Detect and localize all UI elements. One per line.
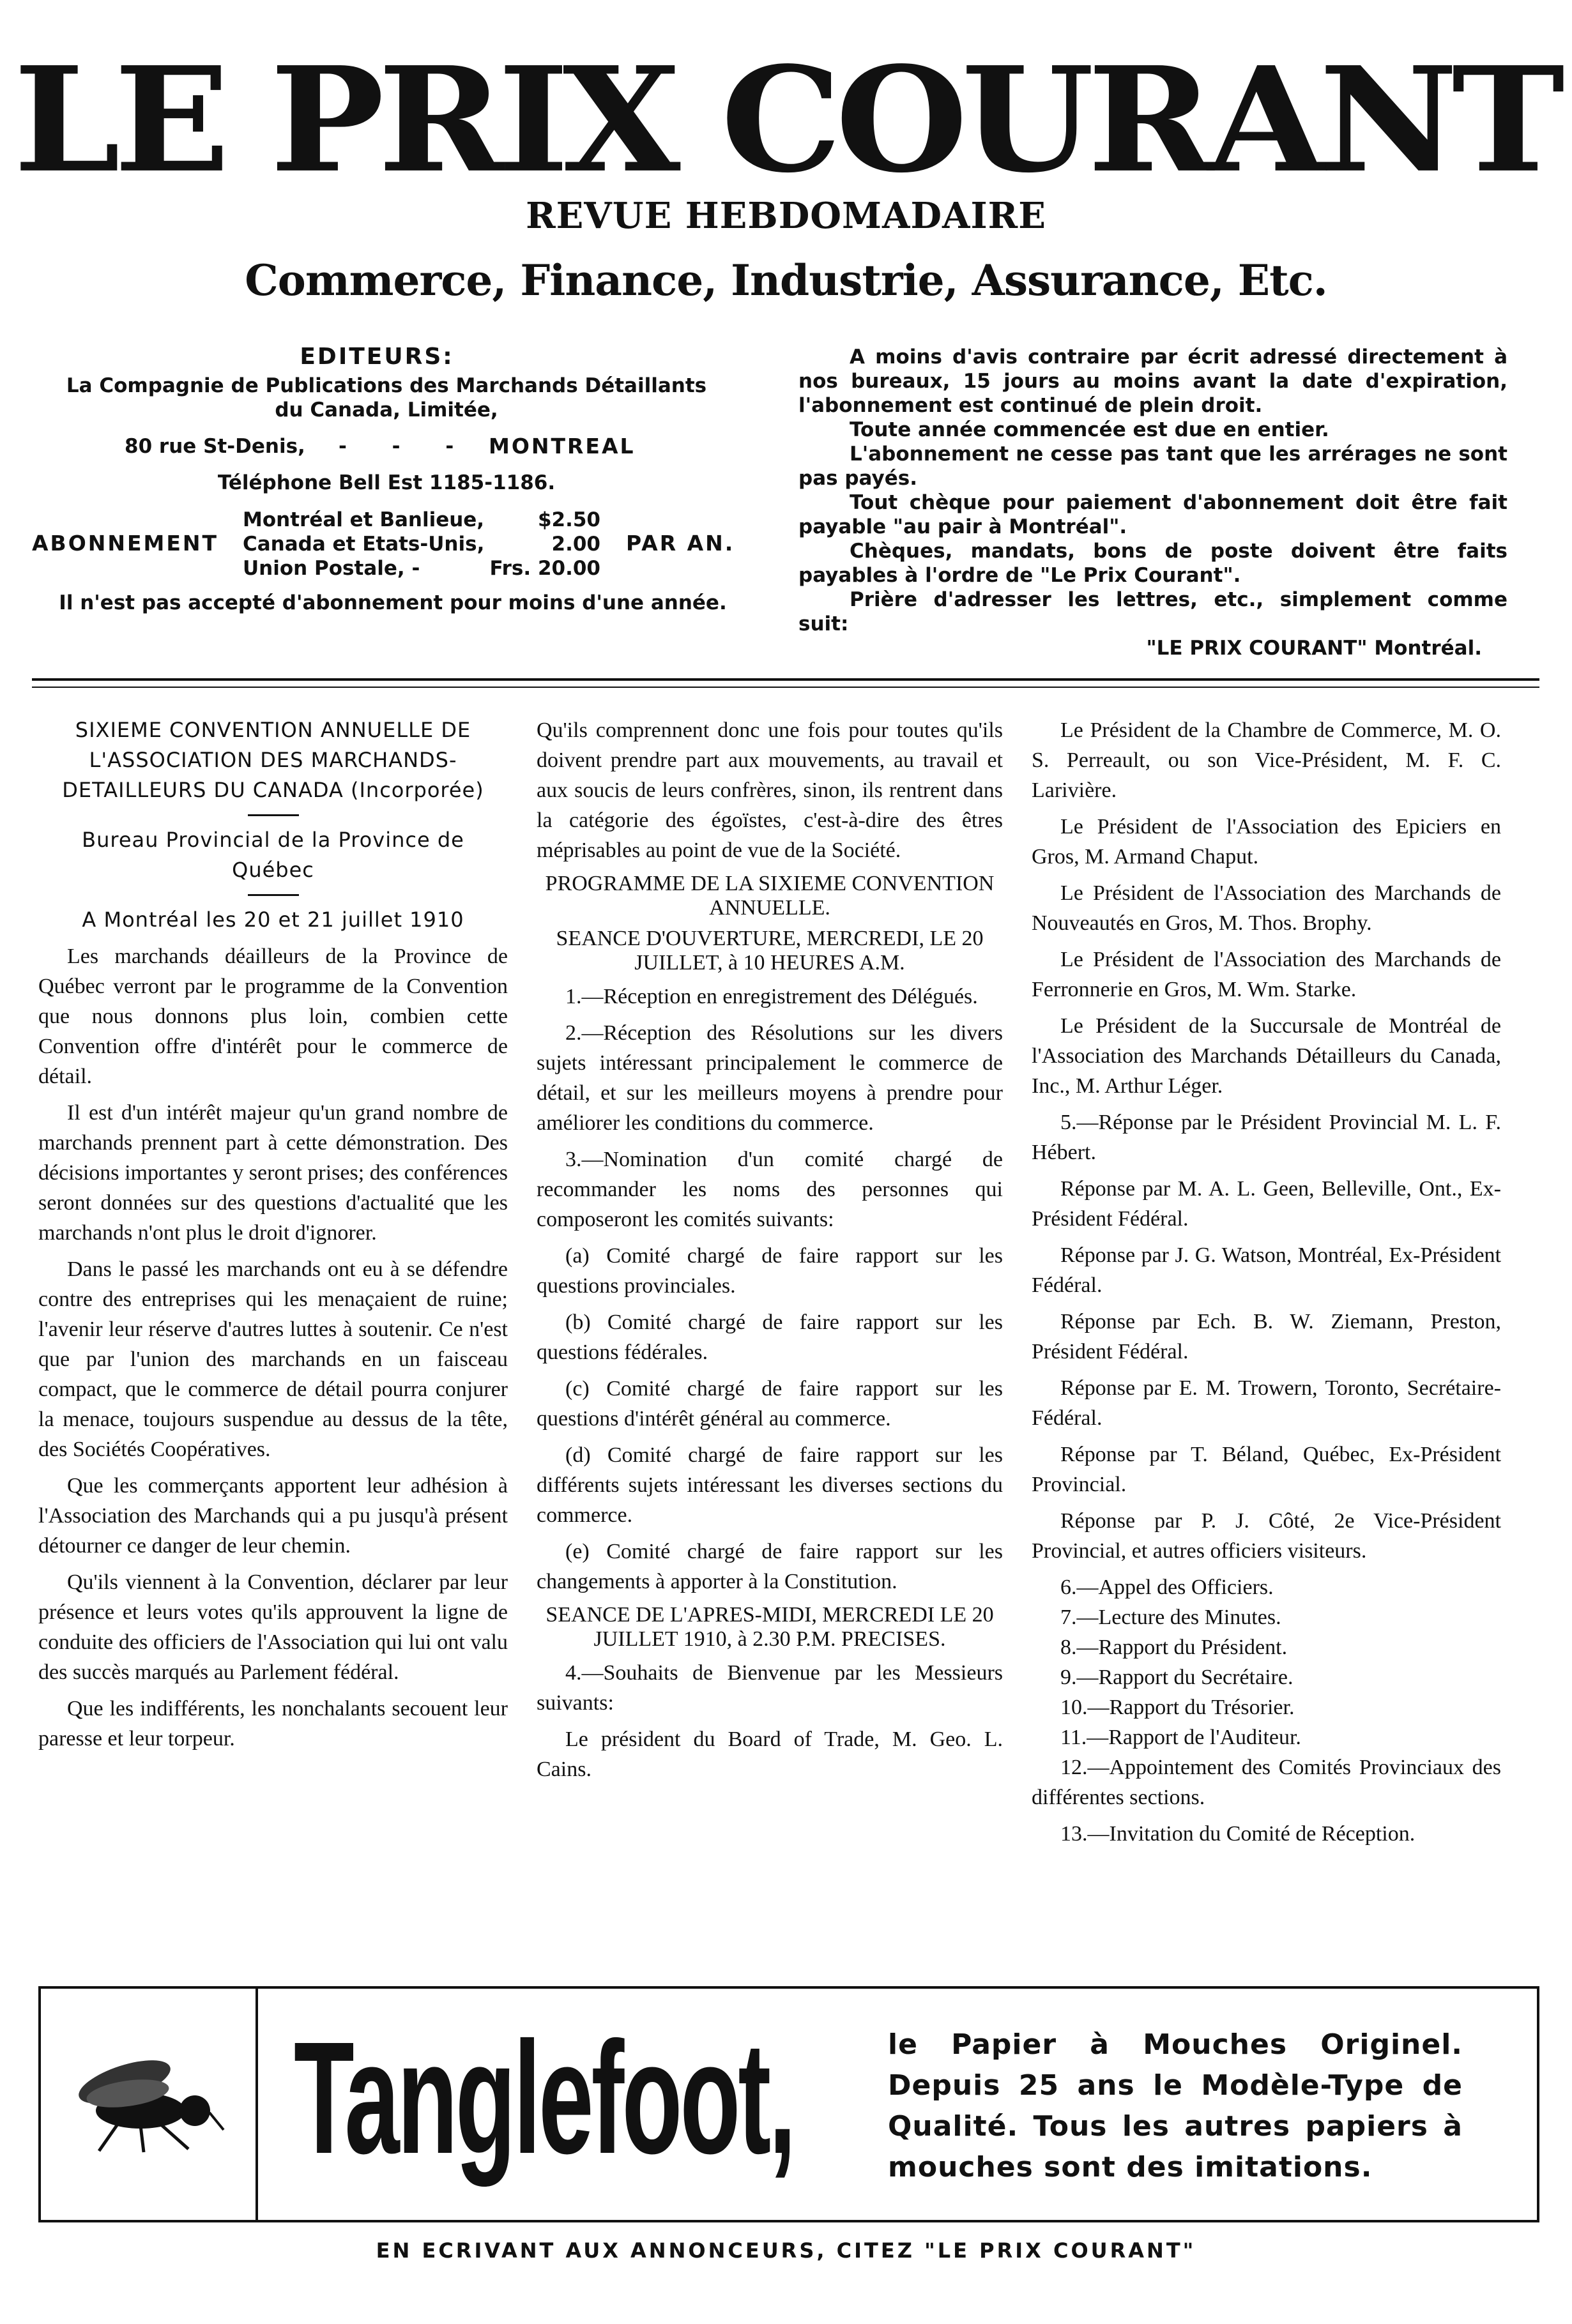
- programme-item: (e) Comité chargé de faire rapport sur les changements à apporter à la Constitution.: [537, 1540, 1003, 1593]
- programme-item: Réponse par P. J. Côté, 2e Vice-Président Provincial, et autres officiers visiteurs.: [1032, 1509, 1501, 1563]
- article-date: A Montréal les 20 et 21 juillet 1910: [82, 908, 464, 932]
- notice-p7: "LE PRIX COURANT" Montréal.: [1146, 637, 1482, 660]
- article-paragraph: Que les indifférents, les nonchalants secouent leur paresse et leur torpeur.: [38, 1697, 508, 1751]
- rate-price: Frs. 20.00: [489, 557, 600, 580]
- article-paragraph: Que les commerçants apportent leur adhésion à l'Association des Marchands qui a pu jusqu'à présent détourner ce danger de leur chemin.: [38, 1474, 508, 1558]
- article-heading: SIXIEME CONVENTION ANNUELLE DE L'ASSOCIATION DES MARCHANDS-DETAILLEURS DU CANADA (Incorporée): [62, 718, 484, 802]
- programme-item: Le Président de la Chambre de Commerce, M. O. S. Perreault, ou son Vice-Président, M. F. C. Larivière.: [1032, 718, 1501, 802]
- fly-icon: [64, 2037, 230, 2165]
- advert-brand: Tanglefoot,: [294, 2009, 794, 2187]
- subscription-period: PAR AN.: [626, 531, 735, 556]
- programme-item: Le Président de l'Association des Epiciers en Gros, M. Armand Chaput.: [1032, 815, 1501, 869]
- subscription-note: Il n'est pas accepté d'abonnement pour moins d'une année.: [59, 591, 727, 614]
- footer-note: EN ECRIVANT AUX ANNONCEURS, CITEZ "LE PRIX COURANT": [376, 2238, 1196, 2263]
- programme-item: 6.—Appel des Officiers.: [1060, 1576, 1274, 1599]
- morning-session-heading: SEANCE D'OUVERTURE, MERCREDI, LE 20 JUILLET, à 10 HEURES A.M.: [556, 927, 984, 975]
- programme-item: (d) Comité chargé de faire rapport sur les différents sujets intéressant les diverses sections du commerce.: [537, 1443, 1003, 1527]
- programme-item: 9.—Rapport du Secrétaire.: [1060, 1666, 1293, 1689]
- programme-item: 11.—Rapport de l'Auditeur.: [1060, 1726, 1301, 1749]
- programme-item: 13.—Invitation du Comité de Réception.: [1060, 1822, 1416, 1846]
- programme-item: Réponse par T. Béland, Québec, Ex-Président Provincial.: [1032, 1443, 1501, 1496]
- programme-item: Le Président de la Succursale de Montréal de l'Association des Marchands Détailleurs du Canada, Inc., M. Arthur Léger.: [1032, 1014, 1501, 1098]
- programme-item: Le président du Board of Trade, M. Geo. L. Cains.: [537, 1728, 1003, 1781]
- article-column-1: [38, 715, 508, 1754]
- programme-item: Le Président de l'Association des Marchands de Nouveautés en Gros, M. Thos. Brophy.: [1032, 881, 1501, 935]
- editors-address: 80 rue St-Denis,: [125, 435, 305, 458]
- programme-item: Réponse par M. A. L. Geen, Belleville, Ont., Ex-Président Fédéral.: [1032, 1177, 1501, 1231]
- editors-phone: Téléphone Bell Est 1185-1186.: [217, 471, 556, 494]
- divider: [248, 894, 299, 896]
- subscription-label: ABONNEMENT: [32, 531, 219, 556]
- programme-item: 1.—Réception en enregistrement des Délégués.: [565, 985, 978, 1008]
- programme-item: 8.—Rapport du Président.: [1060, 1636, 1288, 1659]
- article-bureau: Bureau Provincial de la Province de Québec: [82, 828, 464, 882]
- rate-row: [243, 556, 600, 581]
- article-column-2: [537, 715, 1003, 1784]
- editors-title: EDITEURS:: [300, 344, 454, 370]
- programme-item: Réponse par Ech. B. W. Ziemann, Preston, Président Fédéral.: [1032, 1310, 1501, 1363]
- programme-item: 12.—Appointement des Comités Provinciaux des différentes sections.: [1032, 1756, 1501, 1809]
- article-paragraph: Qu'ils comprennent donc une fois pour toutes qu'ils doivent prendre part aux mouvements, au travail et aux soucis de leurs confrères, sinon, ils rentrent dans la catégorie des égoïstes, c'est-à-dire des êtres méprisables au point de vue de la Société.: [537, 718, 1003, 862]
- editors-city: MONTREAL: [489, 434, 636, 459]
- notice-p1: A moins d'avis contraire par écrit adressé directement à nos bureaux, 15 jours au moins avant la date d'expiration, l'abonnement est continué de plein droit.: [798, 346, 1507, 417]
- rate-row: [243, 532, 600, 556]
- programme-item: 4.—Souhaits de Bienvenue par les Messieurs suivants:: [537, 1661, 1003, 1715]
- rate-region: Union Postale, -: [243, 557, 420, 580]
- advert-copy: le Papier à Mouches Originel. Depuis 25 ans le Modèle-Type de Qualité. Tous les autres papiers à mouches sont des imitations.: [888, 2028, 1463, 2183]
- masthead-tagline: Commerce, Finance, Industrie, Assurance, Etc.: [245, 255, 1327, 305]
- rate-row: [243, 508, 600, 532]
- rate-region: Canada et Etats-Unis,: [243, 533, 485, 556]
- programme-item: Réponse par J. G. Watson, Montréal, Ex-Président Fédéral.: [1032, 1243, 1501, 1297]
- editors-company-line2: du Canada, Limitée,: [275, 399, 498, 422]
- programme-heading: PROGRAMME DE LA SIXIEME CONVENTION ANNUELLE.: [545, 872, 995, 920]
- notice-p2: Toute année commencée est due en entier.: [850, 418, 1329, 441]
- programme-item: 7.—Lecture des Minutes.: [1060, 1606, 1281, 1629]
- notice-p6: Prière d'adresser les lettres, etc., simplement comme suit:: [798, 588, 1507, 635]
- article-paragraph: Qu'ils viennent à la Convention, déclarer par leur présence et leurs votes qu'ils approuvent la ligne de conduite des officiers de l'Association qui lui ont valu des succès marqués au Parlement fédéral.: [38, 1570, 508, 1684]
- header-rule-thin: [32, 687, 1539, 688]
- programme-item: 2.—Réception des Résolutions sur les divers sujets intéressant principalement le commerce de détail, et sur les meilleurs moyens à prendre pour améliorer les conditions du commerce.: [537, 1021, 1003, 1135]
- programme-item: Le Président de l'Association des Marchands de Ferronnerie en Gros, M. Wm. Starke.: [1032, 948, 1501, 1001]
- subscription-rates: [243, 508, 600, 581]
- editors-company-line1: La Compagnie de Publications des Marchands Détaillants: [66, 374, 707, 397]
- rate-price: 2.00: [551, 533, 600, 556]
- afternoon-session-heading: SEANCE DE L'APRES-MIDI, MERCREDI LE 20 JUILLET 1910, à 2.30 P.M. PRECISES.: [546, 1603, 994, 1651]
- programme-item: 3.—Nomination d'un comité chargé de recommander les noms des personnes qui composeront les comités suivants:: [537, 1148, 1003, 1231]
- notice-p5: Chèques, mandats, bons de poste doivent être faits payables à l'ordre de "Le Prix Courant".: [798, 540, 1507, 587]
- advertisement-divider: [256, 1986, 258, 2222]
- article-column-3: [1032, 715, 1501, 1849]
- subscription-notice: [798, 345, 1507, 660]
- programme-item: 5.—Réponse par le Président Provincial M. L. F. Hébert.: [1032, 1111, 1501, 1164]
- notice-p3: L'abonnement ne cesse pas tant que les arrérages ne sont pas payés.: [798, 443, 1507, 490]
- programme-item: 10.—Rapport du Trésorier.: [1060, 1696, 1295, 1719]
- rate-price: $2.50: [537, 508, 600, 531]
- masthead-subtitle: REVUE HEBDOMADAIRE: [526, 195, 1046, 237]
- editors-address-dots: - - -: [339, 435, 473, 458]
- programme-item: (a) Comité chargé de faire rapport sur les questions provinciales.: [537, 1244, 1003, 1298]
- header-rule: [32, 678, 1539, 681]
- programme-item: (b) Comité chargé de faire rapport sur les questions fédérales.: [537, 1310, 1003, 1364]
- rate-region: Montréal et Banlieue,: [243, 508, 485, 531]
- divider: [248, 814, 299, 816]
- article-paragraph: Il est d'un intérêt majeur qu'un grand nombre de marchands prennent part à cette démonstration. Des décisions importantes y seront prises; des conférences seront données sur des questions d'actualité que les marchands n'ont plus le droit d'ignorer.: [38, 1101, 508, 1245]
- programme-item: (c) Comité chargé de faire rapport sur les questions d'intérêt général au commerce.: [537, 1377, 1003, 1431]
- programme-item: Réponse par E. M. Trowern, Toronto, Secrétaire-Fédéral.: [1032, 1376, 1501, 1430]
- notice-p4: Tout chèque pour paiement d'abonnement doit être fait payable "au pair à Montréal".: [798, 491, 1507, 538]
- article-paragraph: Dans le passé les marchands ont eu à se défendre contre des entreprises qui les menaçaient de ruine; l'avenir leur réserve d'autres luttes à soutenir. Ce n'est que par l'union des marchands en un faisceau compact, que le commerce de détail pourra conjurer la menace, toujours suspendue au dessus de la tête, des Sociétés Coopératives.: [38, 1257, 508, 1461]
- masthead-title: LE PRIX COURANT: [13, 36, 1559, 206]
- article-paragraph: Les marchands déailleurs de la Province de Québec verront par le programme de la Convention que nous donnons plus loin, combien cette Convention offre d'intérêt pour le commerce de détail.: [38, 945, 508, 1088]
